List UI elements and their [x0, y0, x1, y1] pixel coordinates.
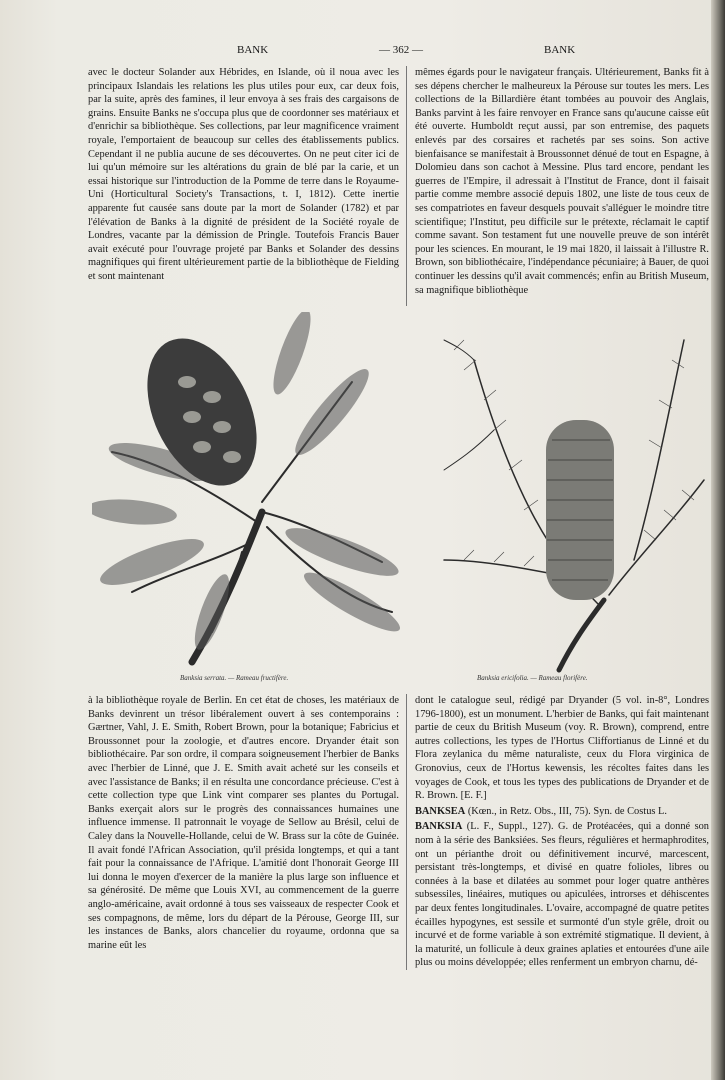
entry-headword: BANKSEA — [415, 805, 466, 817]
page-edge-shadow — [711, 0, 725, 1080]
column-top-right — [415, 66, 709, 306]
entry-banksea — [415, 805, 709, 819]
header-left: BANK — [237, 44, 269, 56]
header-right: BANK — [544, 44, 576, 56]
figure-caption-right: Banksia ericifolia. — Rameau florifère. — [477, 674, 588, 682]
entry-text: (L. F., Suppl., 127). G. de Protéacées, qui a donné son nom à la série des Banksiées. Ses fleurs, régulières et hermaphrodites, ont un périanthe droit ou définitivement incurvé, marcescent, persistant très-longtemps, et divisé en quatre folioles, libres ou connées à la base et dilatées au sommet pour loger quatre anthères subsessiles, linéaires, mutiques ou apiculées, introrses et déhiscentes par deux fentes longitudinales. L'ovaire, accompagné de quatre petites écailles hypogynes, est sessile et surmonté d'un style grêle, droit ou incurvé et de forme variable à son extrémité stigmatique. Il devient, à la maturité, un follicule à deux graines aplaties et entourées d'une aile plus ou moins développée; elles renferment un embryon charnu, dé- — [415, 821, 709, 969]
banksia-serrata-illustration — [92, 312, 414, 674]
running-header — [0, 44, 725, 60]
paragraph: dont le catalogue seul, rédigé par Dryander (5 vol. in-8°, Londres 1796-1800), est un monument. L'herbier de Banks, qui fait maintenant partie de ceux du British Museum (voy. R. Brown), comprend, entre autres collections, les types de l'Hortus Cliffortianus de Linné et du Flora zeylanica du même naturaliste, ceux du Flora virginica de Gronovius, ceux de l'Hortus kewensis, les récoltes faites dans les voyages de Cook, et tous les types des publications de Dryander et de R. Brown. [E. F.] — [415, 695, 709, 802]
column-top-left — [88, 66, 399, 306]
entry-text: (Kœn., in Retz. Obs., III, 75). Syn. de Costus L. — [465, 805, 667, 817]
entry-headword: BANKSIA — [415, 821, 463, 833]
paragraph: mêmes égards pour le navigateur français. Ultérieurement, Banks fit à ses dépens chercher le malheureux la Pérouse sur toutes les mers. Les collections de la Billardière étant tombées au pouvoir des Anglais, Banks parvint à les faire renvoyer en France sans qu'aucune caisse eût été ouverte. Humboldt reçut aussi, par son entremise, des paquets enlevés par des corsaires et rachetés par ses soins. Son active bienfaisance se manifestait à Broussonnet dénué de tout en Espagne, à Dolomieu dans son cachot à Messine. Plus tard encore, pendant les guerres de l'Empire, il adressait à l'Institut de France, dont il faisait partie comme membre associé depuis 1802, une liste de tous ceux de ses compatriotes en faveur desquels pouvait s'alléguer le moindre titre scientifique; l'Institut, peu difficile sur le prétexte, réclamait le captif comme savant. Son testament fut une nouvelle preuve de son intérêt pour les sciences. En mourant, le 19 mai 1820, il laissait à l'illustre R. Brown, son bibliothécaire, l'indépendance pécuniaire; à Bauer, de quoi continuer les dessins qu'il avait commencés; enfin au British Museum, sa magnifique bibliothèque — [415, 67, 709, 296]
paragraph: à la bibliothèque royale de Berlin. En cet état de choses, les matériaux de Banks devinrent un trésor libéralement ouvert à ses contemporains : Gærtner, Vahl, J. E. Smith, Robert Brown, pour la botanique; Fabricius et Broussonnet pour la zoologie, et d'autres encore. Dryander était son bibliothécaire. Par son ordre, il compara soigneusement l'herbier de Banks avec l'herbier de Linné, que J. E. Smith avait acheté sur les conseils et avec l'assistance de Banks; il en résulta une concordance précieuse. C'est à cette collection type que Link vint comparer ses plantes du Portugal. Banks exerçait alors sur le progrès des connaissances humaines une influence immense. Il patronnait le voyage de Sellow au Brésil, celui de Caley dans la Nouvelle-Hollande, celui de W. Brass sur la côte de Guinée. Il avait fondé l'African Association, qu'il présida longtemps, et qui a tant fait pour la connaissance de l'Afrique. L'amitié dont l'honorait George III lui donna le moyen d'exercer de la manière la plus large son influence et sa générosité. De même que Louis XVI, au commencement de la guerre anglo-américaine, avait ordonné à tous ses vaisseaux de respecter Cook et ses compagnons, de même, lors du départ de la Pérouse, George III, sur les instances de Banks, alors chancelier du royaume, ordonna que sa marine eût les — [88, 695, 399, 951]
paragraph: avec le docteur Solander aux Hébrides, en Islande, où il noua avec les principaux Islandais les relations les plus utiles pour eux, car deux fois, par la suite, après des famines, il leur envoya à ses frais des cargaisons de grains. Ensuite Banks ne s'occupa plus que de coordonner ses matériaux et d'enrichir sa bibliothèque. Ses collections, par leur magnificence vraiment royale, l'emportaient de beaucoup sur celles des établissements publics. Cependant il ne publia aucune de ses découvertes. On ne peut citer ici de lui qu'un mémoire sur les altérations du grain de blé par la carie, et un essai historique sur l'introduction de la Pomme de terre dans le Royaume-Uni (Horticultural Society's Transactions, t. I, 1812). Cette inertie apparente fut causée sans doute par la mort de Solander (1782) et par l'élévation de Banks à la dignité de président de la Société royale de Londres, vacante par la démission de Pringle. Toutefois Francis Bauer avait exécuté pour l'ouvrage projeté par Banks et Solander des dessins magnifiques qui firent ultérieurement partie de la bibliothèque de Fielding et sont maintenant — [88, 67, 399, 282]
page-number: — 362 — — [379, 44, 423, 56]
entry-banksia — [415, 820, 709, 970]
column-rule — [406, 66, 407, 306]
column-bottom-left — [88, 694, 399, 974]
column-rule — [406, 694, 407, 970]
banksia-ericifolia-illustration — [434, 330, 710, 674]
column-bottom-right — [415, 694, 709, 974]
figure-caption-left: Banksia serrata. — Rameau fructifère. — [180, 674, 289, 682]
